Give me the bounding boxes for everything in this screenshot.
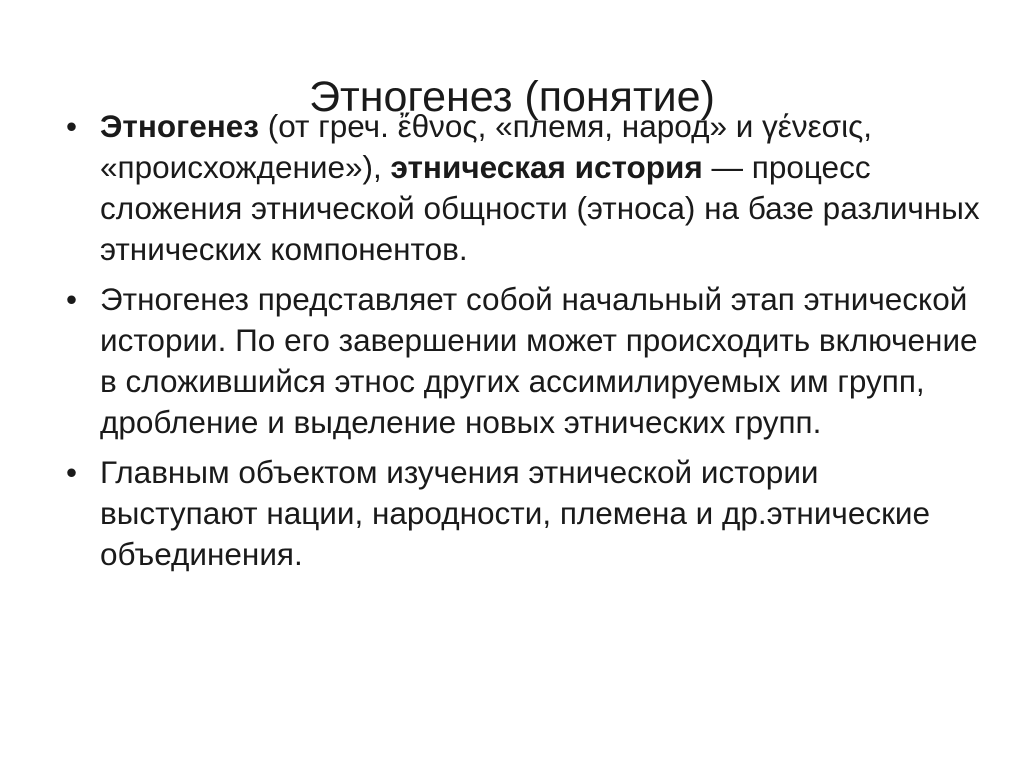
bullet-text: Главным объектом изучения этнической истории выступают нации, народности, племена и др.этнические объединения. [100, 454, 930, 572]
bullet-icon: • [66, 108, 78, 144]
bullet-icon: • [66, 281, 78, 317]
bullet-item-stage [60, 279, 980, 443]
bullet-item-object [60, 452, 980, 575]
bullet-text: Этногенез представляет собой начальный этап этнической истории. По его завершении может происходить включение в сложившийся этнос других ассимилируемых им групп, дробление и выделение новых этнических групп. [100, 281, 978, 440]
bullet-icon: • [66, 454, 78, 490]
term-ethnic-history: этническая история [390, 149, 703, 185]
slide-title: Этногенез (понятие) [309, 72, 715, 121]
bullet-item-definition [60, 106, 980, 270]
definition-text-2: — процесс сложения этнической общности (этноса) на базе различных этнических компонентов. [100, 149, 980, 267]
bullet-list [60, 106, 980, 584]
definition-text-1: (от греч. ἔθνος, «племя, народ» и γένεσις, «происхождение»), [100, 108, 873, 185]
term-ethnogenesis: Этногенез [100, 108, 259, 144]
